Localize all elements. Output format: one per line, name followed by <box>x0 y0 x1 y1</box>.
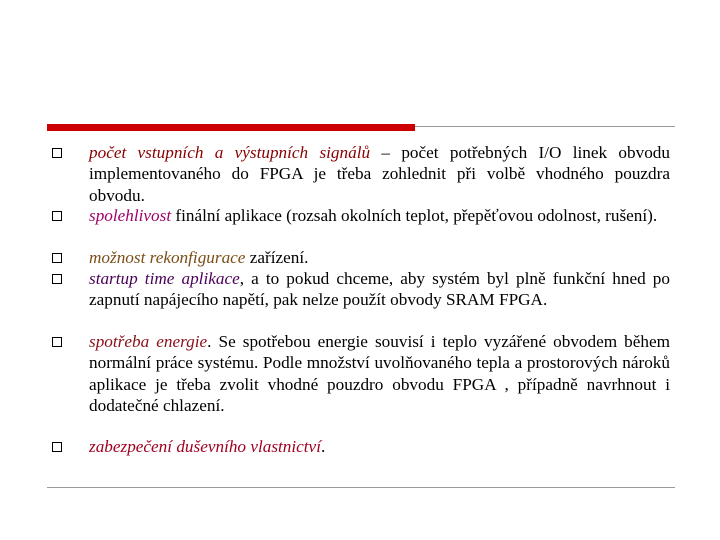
title-accent-rule <box>47 124 415 131</box>
bullet-keyword: spolehlivost <box>89 206 172 225</box>
bullet-item-ip-protection <box>50 436 670 457</box>
bullet-text: , a to pokud chceme, aby systém byl plně funkční hned po zapnutí napájecího napětí, pak nelze použít obvody SRAM FPGA. <box>89 269 670 310</box>
bullet-text: finální aplikace (rozsah okolních teplot, přepěťovou odolnost, rušení). <box>171 206 658 225</box>
square-bullet-icon <box>52 442 62 452</box>
square-bullet-icon <box>52 337 62 347</box>
bullet-keyword: startup time aplikace <box>89 269 240 288</box>
footer-divider-line <box>47 487 675 488</box>
title-divider-line <box>415 126 675 127</box>
square-bullet-icon <box>52 148 62 158</box>
bullet-item-power-consumption <box>50 331 670 436</box>
bullet-text: . <box>320 437 326 456</box>
square-bullet-icon <box>52 274 62 284</box>
bullet-keyword: spotřeba energie <box>89 332 208 351</box>
bullet-keyword: zabezpečení duševního vlastnictví <box>89 437 321 456</box>
bullet-keyword: možnost rekonfigurace <box>89 248 246 267</box>
square-bullet-icon <box>52 253 62 263</box>
bullet-item-reconfiguration <box>50 247 670 268</box>
bullet-item-io-signals <box>50 142 670 205</box>
bullet-keyword: počet vstupních a výstupních signálů <box>89 143 371 162</box>
bullet-list <box>50 142 670 457</box>
bullet-item-startup-time <box>50 268 670 331</box>
square-bullet-icon <box>52 211 62 221</box>
bullet-text: – počet potřebných I/O linek obvodu implementovaného do FPGA je třeba zohlednit při volbě vhodného pouzdra obvodu. <box>89 143 670 205</box>
bullet-text: . Se spotřebou energie souvisí i teplo vyzářené obvodem během normální práce systému. Podle množství uvolňovaného tepla a prostorových nároků aplikace je třeba zvolit vhodné pouzdro obvodu FPGA , případně navrhnout i dodatečné chlazení. <box>89 332 670 416</box>
bullet-text: zařízení. <box>245 248 309 267</box>
bullet-item-reliability <box>50 205 670 247</box>
